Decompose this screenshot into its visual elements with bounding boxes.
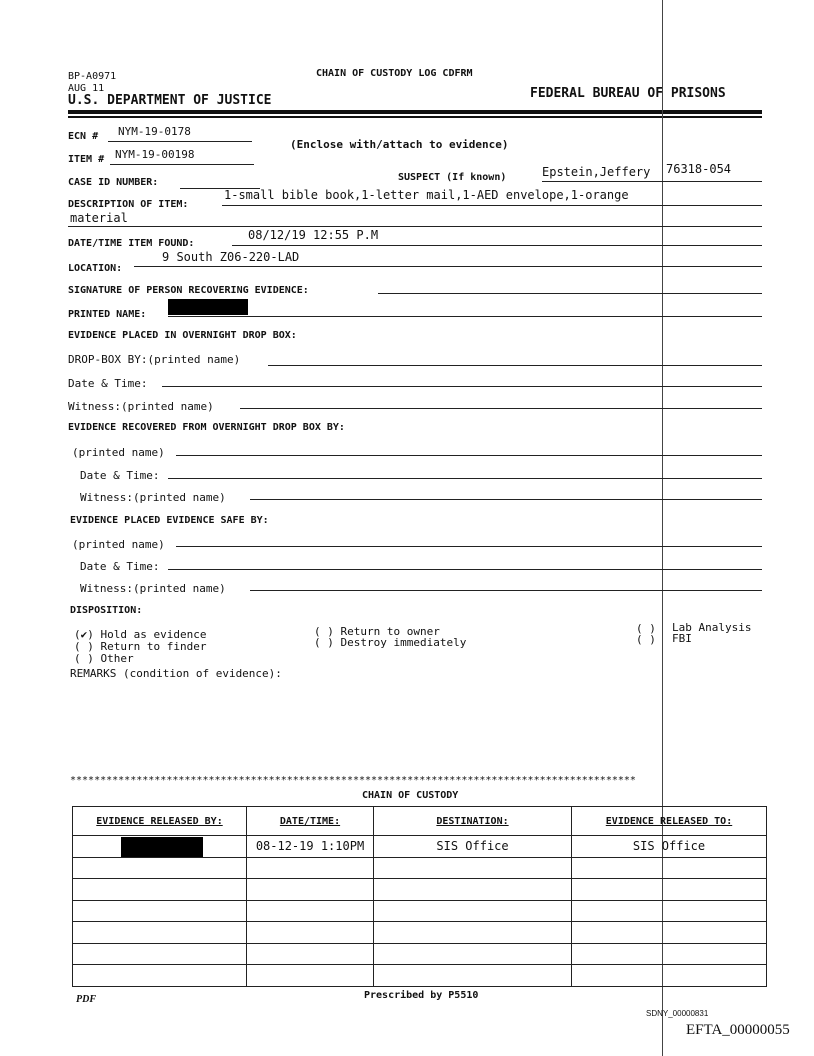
table-cell [73, 857, 247, 879]
fbi-checkbox: ( ) [636, 633, 656, 646]
table-cell [247, 879, 374, 901]
destroy-immediately: ( ) Destroy immediately [314, 636, 467, 649]
table-cell [73, 965, 247, 987]
table-cell [73, 900, 247, 922]
table-cell [374, 965, 572, 987]
signature-label: SIGNATURE OF PERSON RECOVERING EVIDENCE: [68, 285, 309, 296]
column-header-destination: DESTINATION: [374, 807, 572, 836]
hold-as-evidence: (✔) Hold as evidence [74, 628, 207, 641]
column-header-released-by: EVIDENCE RELEASED BY: [73, 807, 247, 836]
chain-of-custody-table [72, 806, 767, 987]
drop-box-by-label: DROP-BOX BY:(printed name) [68, 353, 241, 366]
table-cell [374, 879, 572, 901]
lab-checkbox: ( ) [636, 622, 656, 635]
safe-witness-line [250, 590, 762, 591]
drop-box-heading: EVIDENCE PLACED IN OVERNIGHT DROP BOX: [68, 330, 297, 341]
safe-date-time-line [168, 569, 762, 570]
recovered-witness-line [250, 499, 762, 500]
redaction-box [168, 299, 248, 315]
table-cell [374, 922, 572, 944]
column-header-date-time: DATE/TIME: [247, 807, 374, 836]
drop-date-time-label: Date & Time: [68, 377, 148, 390]
chain-title: CHAIN OF CUSTODY [362, 790, 459, 801]
table-row [73, 857, 767, 879]
table-header-row [73, 807, 767, 836]
table-row [73, 900, 767, 922]
safe-name-line [176, 546, 762, 547]
table-cell [247, 943, 374, 965]
safe-heading: EVIDENCE PLACED EVIDENCE SAFE BY: [70, 515, 269, 526]
return-to-finder: ( ) Return to finder [74, 640, 207, 653]
table-row [73, 943, 767, 965]
other-option: ( ) Other [74, 652, 134, 665]
register-number: 76318-054 [666, 162, 732, 176]
drop-witness-line [240, 408, 762, 409]
table-cell [247, 900, 374, 922]
item-label: ITEM # [68, 154, 105, 165]
table-cell: SIS Office [374, 836, 572, 858]
drop-witness-label: Witness:(printed name) [68, 400, 214, 413]
suspect-line [542, 181, 762, 182]
table-cell [73, 879, 247, 901]
table-cell [247, 922, 374, 944]
disposition-heading: DISPOSITION: [70, 605, 143, 616]
table-cell [73, 922, 247, 944]
datetime-found-line [232, 245, 762, 246]
table-cell [374, 857, 572, 879]
star-separator: ********************************************************************************************** [70, 775, 636, 786]
table-row [73, 836, 767, 858]
suspect-label: SUSPECT (If known) [398, 172, 507, 183]
recovered-name-line [176, 455, 762, 456]
recovered-date-time-line [168, 478, 762, 479]
signature-line [378, 293, 762, 294]
table-row [73, 879, 767, 901]
form-title: CHAIN OF CUSTODY LOG CDFRM [316, 68, 473, 79]
table-cell [572, 943, 767, 965]
remarks-label: REMARKS (condition of evidence): [70, 667, 282, 680]
recovered-heading: EVIDENCE RECOVERED FROM OVERNIGHT DROP BOX BY: [68, 422, 345, 433]
lab-analysis-option: Lab Analysis [672, 621, 752, 634]
bureau-name: FEDERAL BUREAU OF PRISONS [530, 86, 726, 101]
printed-name-line [168, 316, 762, 317]
table-cell [572, 965, 767, 987]
table-row [73, 922, 767, 944]
table-cell [572, 900, 767, 922]
location-value: 9 South Z06-220-LAD [162, 250, 300, 264]
header-rule-thin [68, 116, 762, 118]
pdf-marker: PDF [76, 994, 96, 1005]
table-cell [572, 857, 767, 879]
description-line [222, 205, 762, 206]
table-cell [374, 943, 572, 965]
item-line [110, 164, 254, 165]
form-id: BP-A0971 [68, 71, 117, 82]
ecn-label: ECN # [68, 131, 99, 142]
location-label: LOCATION: [68, 263, 123, 274]
item-value: NYM-19-00198 [115, 148, 195, 161]
column-header-released-to: EVIDENCE RELEASED TO: [572, 807, 767, 836]
ecn-value: NYM-19-0178 [118, 125, 191, 138]
recovered-name-label: (printed name) [72, 446, 165, 459]
safe-name-label: (printed name) [72, 538, 165, 551]
suspect-value: Epstein,Jeffery [542, 165, 651, 179]
printed-name-label: PRINTED NAME: [68, 309, 147, 320]
table-cell [73, 943, 247, 965]
recovered-witness-label: Witness:(printed name) [80, 491, 226, 504]
table-cell [572, 922, 767, 944]
header-rule [68, 110, 762, 114]
description-label: DESCRIPTION OF ITEM: [68, 199, 189, 210]
description-line-2 [68, 226, 762, 227]
bates-number-small: SDNY_00000831 [646, 1009, 709, 1018]
table-cell [73, 836, 247, 858]
return-to-owner: ( ) Return to owner [314, 625, 440, 638]
table-cell [247, 965, 374, 987]
table-cell: 08-12-19 1:10PM [247, 836, 374, 858]
description-value: 1-small bible book,1-letter mail,1-AED envelope,1-orange [224, 188, 629, 202]
department-name: U.S. DEPARTMENT OF JUSTICE [68, 93, 272, 108]
form-date: AUG 11 [68, 83, 105, 94]
location-line [134, 266, 762, 267]
datetime-found-label: DATE/TIME ITEM FOUND: [68, 238, 195, 249]
table-cell [374, 900, 572, 922]
table-cell: SIS Office [572, 836, 767, 858]
description-value-2: material [70, 211, 128, 225]
recovered-date-time-label: Date & Time: [80, 469, 160, 482]
redaction-box [121, 837, 203, 857]
table-cell [247, 857, 374, 879]
bates-number-large: EFTA_00000055 [686, 1022, 790, 1038]
safe-witness-label: Witness:(printed name) [80, 582, 226, 595]
table-cell [572, 879, 767, 901]
case-id-label: CASE ID NUMBER: [68, 177, 159, 188]
drop-date-time-line [162, 386, 762, 387]
enclose-note: (Enclose with/attach to evidence) [290, 138, 509, 151]
table-row [73, 965, 767, 987]
ecn-line [108, 141, 252, 142]
safe-date-time-label: Date & Time: [80, 560, 160, 573]
drop-box-by-line [268, 365, 762, 366]
fbi-option: FBI [672, 632, 692, 645]
datetime-found-value: 08/12/19 12:55 P.M [248, 228, 379, 242]
prescribed-by: Prescribed by P5510 [364, 990, 479, 1001]
